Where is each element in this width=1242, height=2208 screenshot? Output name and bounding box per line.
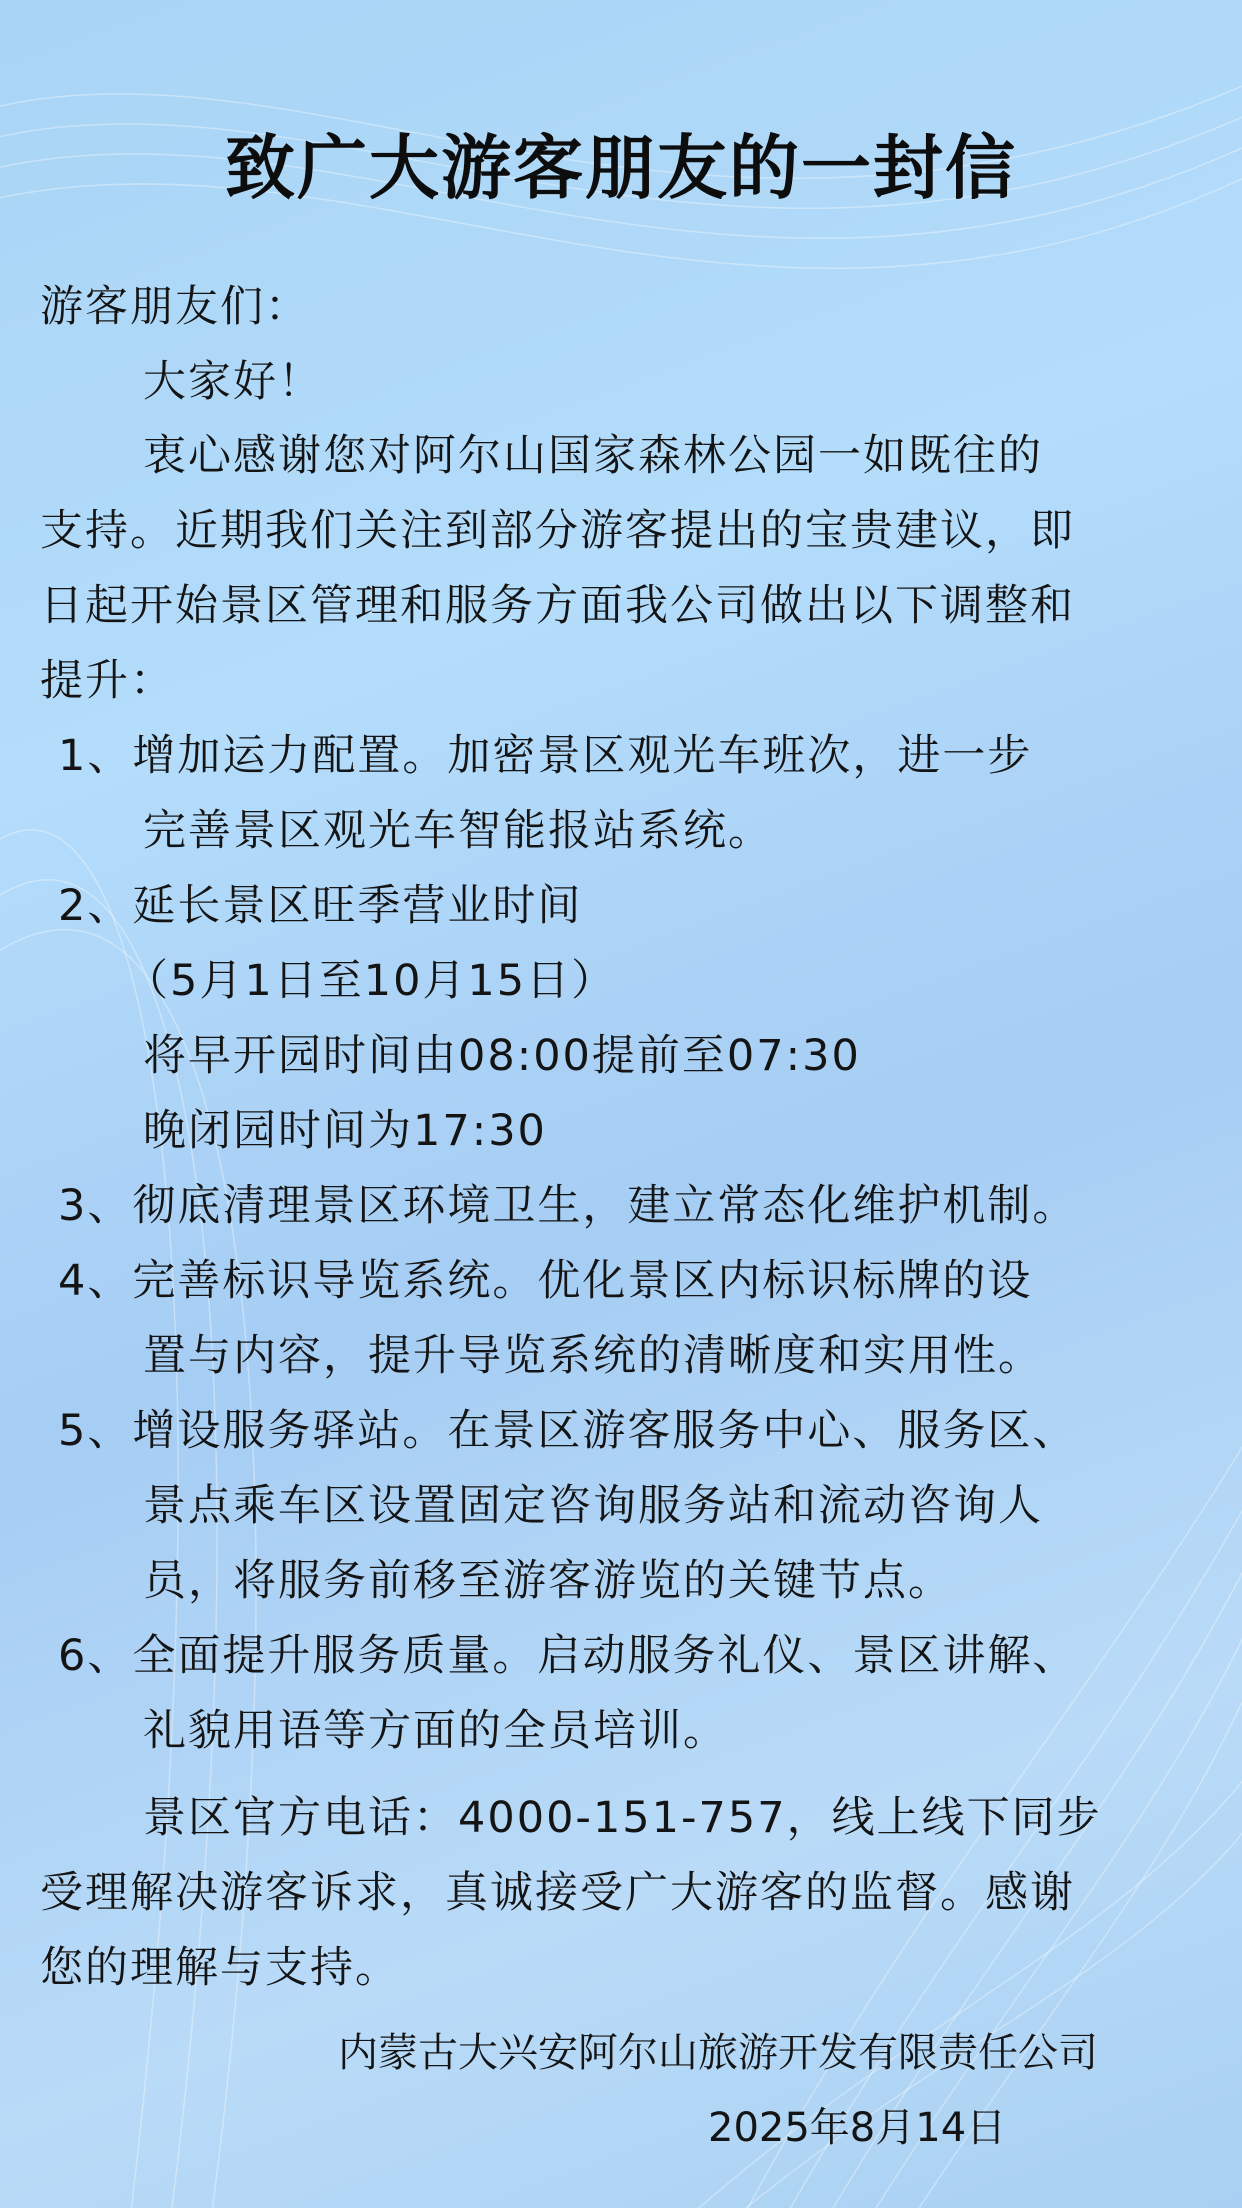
list-item-5-cont: 员，将服务前移至游客游览的关键节点。 bbox=[143, 1556, 953, 1606]
list-item-6: 6、全面提升服务质量。启动服务礼仪、景区讲解、 bbox=[58, 1631, 1078, 1681]
list-item-2-open-time: 将早开园时间由08:00提前至07:30 bbox=[143, 1031, 861, 1081]
intro-line: 日起开始景区管理和服务方面我公司做出以下调整和 bbox=[40, 581, 1075, 631]
list-item-1: 1、增加运力配置。加密景区观光车班次，进一步 bbox=[58, 731, 1033, 781]
intro-line: 衷心感谢您对阿尔山国家森林公园一如既往的 bbox=[143, 431, 1043, 481]
list-item-3: 3、彻底清理景区环境卫生，建立常态化维护机制。 bbox=[58, 1181, 1078, 1231]
list-item-4-cont: 置与内容，提升导览系统的清晰度和实用性。 bbox=[143, 1331, 1043, 1381]
list-item-2-dates: （5月1日至10月15日） bbox=[125, 956, 617, 1006]
list-item-5: 5、增设服务驿站。在景区游客服务中心、服务区、 bbox=[58, 1406, 1078, 1456]
greeting: 大家好！ bbox=[143, 357, 323, 407]
list-item-4: 4、完善标识导览系统。优化景区内标识标牌的设 bbox=[58, 1256, 1033, 1306]
list-item-6-cont: 礼貌用语等方面的全员培训。 bbox=[143, 1706, 728, 1756]
list-item-2: 2、延长景区旺季营业时间 bbox=[58, 881, 583, 931]
signature-date: 2025年8月14日 bbox=[708, 2105, 1007, 2151]
page-title: 致广大游客朋友的一封信 bbox=[225, 127, 1017, 209]
closing-line: 景区官方电话：4000-151-757，线上线下同步 bbox=[143, 1793, 1102, 1843]
closing-line: 受理解决游客诉求，真诚接受广大游客的监督。感谢 bbox=[40, 1868, 1075, 1918]
intro-line: 提升： bbox=[40, 656, 175, 706]
list-item-5-cont: 景点乘车区设置固定咨询服务站和流动咨询人 bbox=[143, 1481, 1043, 1531]
salutation: 游客朋友们： bbox=[40, 282, 310, 332]
intro-line: 支持。近期我们关注到部分游客提出的宝贵建议，即 bbox=[40, 506, 1075, 556]
list-item-2-close-time: 晚闭园时间为17:30 bbox=[143, 1106, 547, 1156]
signature-company: 内蒙古大兴安阿尔山旅游开发有限责任公司 bbox=[338, 2030, 1098, 2076]
list-item-1-cont: 完善景区观光车智能报站系统。 bbox=[143, 806, 773, 856]
closing-line: 您的理解与支持。 bbox=[40, 1943, 400, 1993]
